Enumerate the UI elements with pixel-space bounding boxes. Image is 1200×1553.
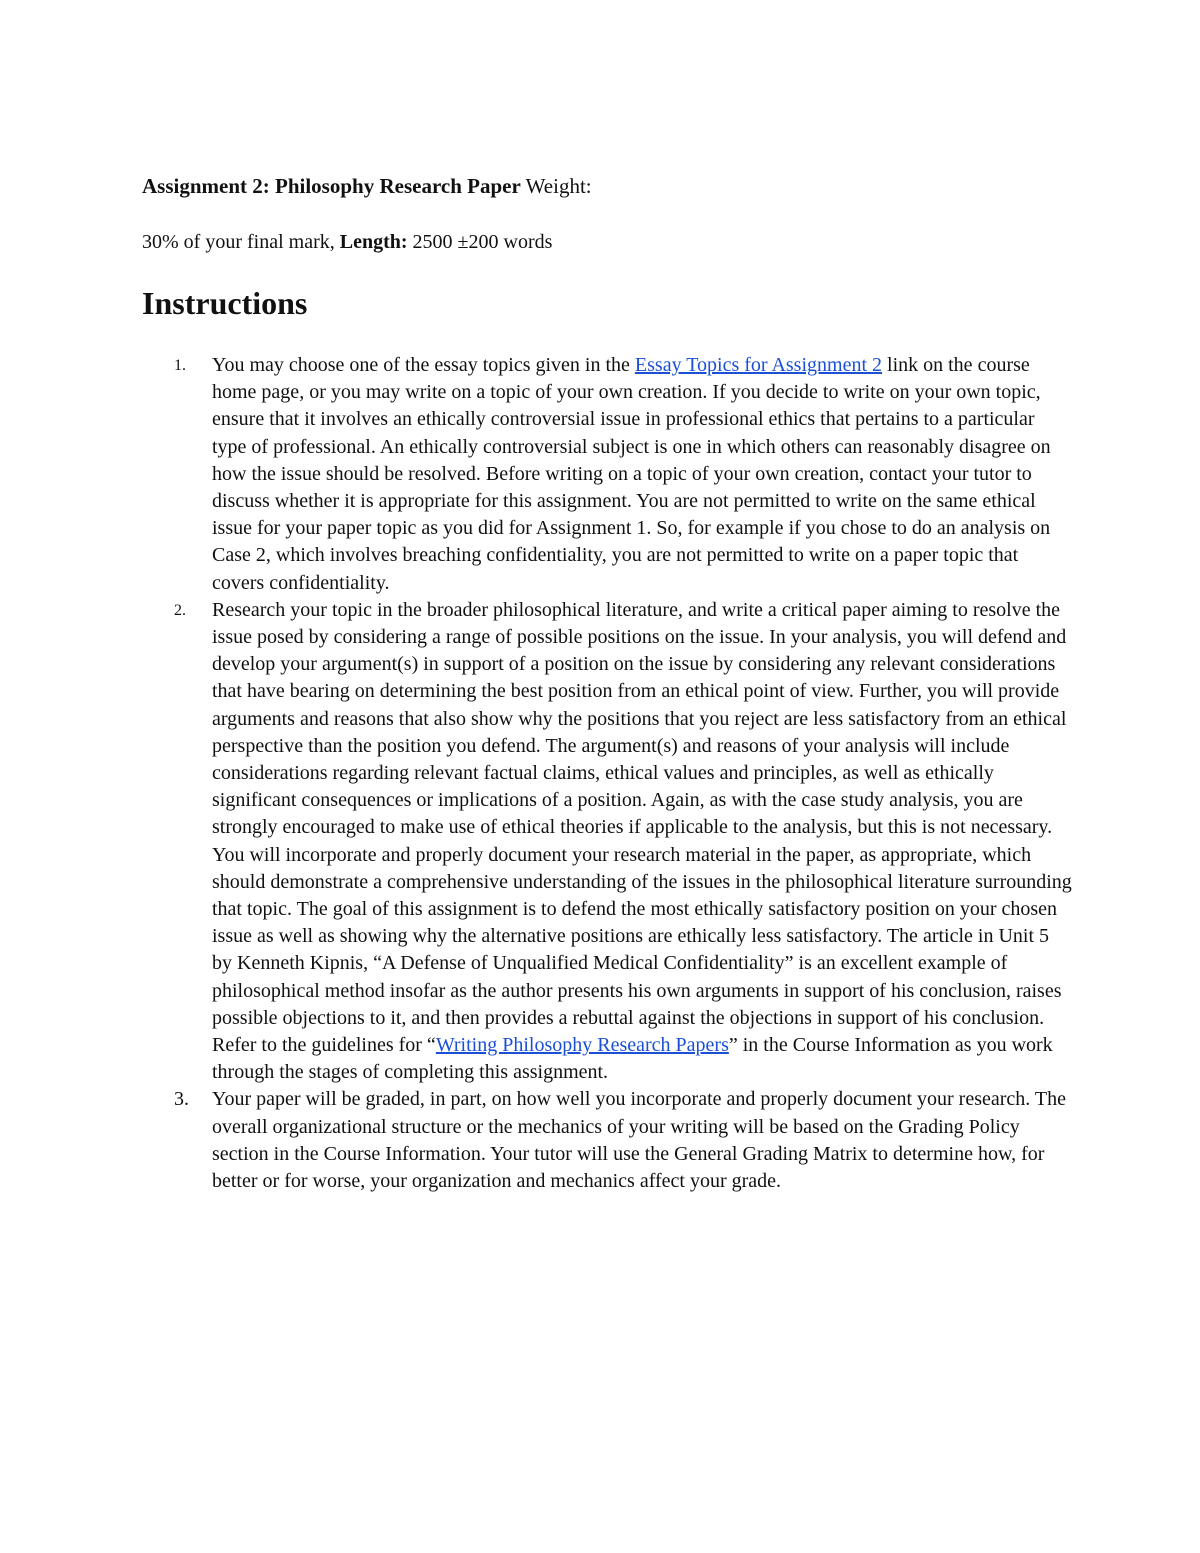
instruction-item-3 <box>174 1086 1072 1195</box>
length-label: Length: <box>339 231 408 253</box>
item-text: ” in the Course Information as you work through the stages of completing this assignment. <box>212 1034 1053 1084</box>
list-number: 2. <box>174 601 186 619</box>
list-number: 3. <box>174 1088 189 1111</box>
item-text: Research your topic in the broader philosophical literature, and write a critical paper aiming to resolve the issue posed by considering a range of possible positions on the issue. In your analysis, you will defend and develop your argument(s) in support of a position on the issue by considering any relevant considerations that have bearing on determining the best position from an ethical point of view. Further, you will provide arguments and reasons that also show why the positions that you reject are less satisfactory from an ethical perspective than the position you defend. The argument(s) and reasons of your analysis will include considerations regarding relevant factual claims, ethical values and principles, as well as ethically significant consequences or implications of a position. Again, as with the case study analysis, you are strongly encouraged to make use of ethical theories if applicable to the analysis, but this is not necessary. You will incorporate and properly document your research material in the paper, as appropriate, which should demonstrate a comprehensive understanding of the issues in the philosophical literature surrounding that topic. The goal of this assignment is to defend the most ethically satisfactory position on your chosen issue as well as showing why the alternative positions are ethically less satisfactory. The article in Unit 5 by Kenneth Kipnis, “A Defense of Unqualified Medical Confidentiality” is an excellent example of philosophical method insofar as the author presents his own arguments in support of his conclusion, raises possible objections to it, and then provides a rebuttal against the objections in support of his conclusion. Refer to the guidelines for “ <box>212 598 1072 1057</box>
assignment-title: Assignment 2: Philosophy Research Paper <box>142 174 521 198</box>
assignment-details-line <box>142 229 552 256</box>
list-number: 1. <box>174 357 186 374</box>
weight-label: Weight: <box>525 174 592 198</box>
instruction-item-1 <box>174 352 1072 597</box>
length-value: 2500 ±200 words <box>412 231 553 253</box>
item-text: link on the course home page, or you may write on a topic of your own creation. If you decide to write on your own topic, ensure that it involves an ethically controversial issue in professional ethics that pertains to a particular type of professional. An ethically controversial subject is one in which others can reasonably disagree on how the issue should be resolved. Before writing on a topic of your own creation, contact your tutor to discuss whether it is appropriate for this assignment. You are not permitted to write on the same ethical issue for your paper topic as you did for Assignment 1. So, for example if you chose to do an analysis on Case 2, which involves breaching confidentiality, you are not permitted to write on a paper topic that covers confidentiality. <box>212 354 1051 594</box>
item-text: You may choose one of the essay topics given in the <box>212 354 635 376</box>
instruction-item-2 <box>174 597 1072 1087</box>
weight-value: 30% of your final mark, <box>142 231 335 253</box>
writing-philosophy-research-papers-link[interactable]: Writing Philosophy Research Papers <box>435 1034 729 1057</box>
assignment-title-line <box>142 172 592 200</box>
item-text: Your paper will be graded, in part, on how well you incorporate and properly document your research. The overall organizational structure or the mechanics of your writing will be based on the Grading Policy section in the Course Information. Your tutor will use the General Grading Matrix to determine how, for better or for worse, your organization and mechanics affect your grade. <box>212 1088 1067 1193</box>
instructions-list <box>174 352 1072 1195</box>
essay-topics-link[interactable]: Essay Topics for Assignment 2 <box>634 354 883 376</box>
instructions-heading: Instructions <box>142 285 308 321</box>
